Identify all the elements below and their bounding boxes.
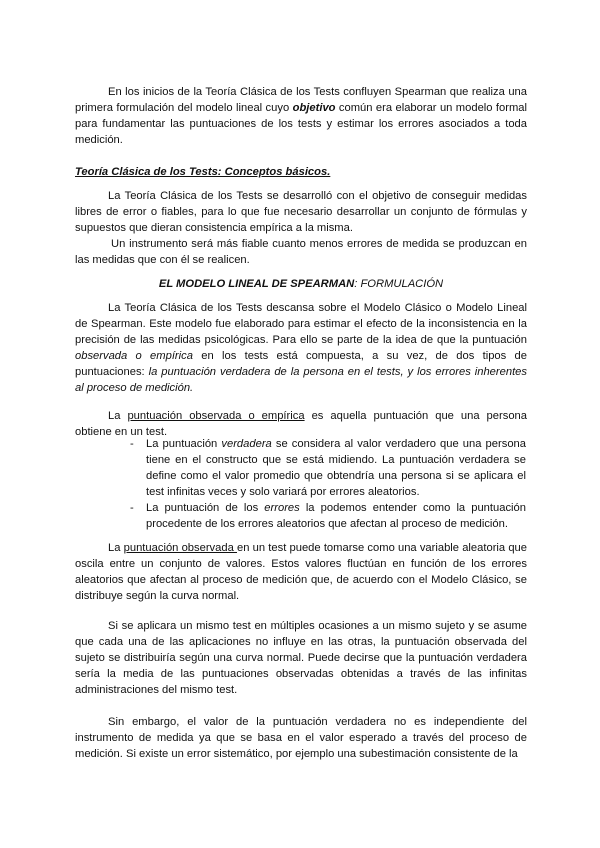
section-heading-conceptos: Teoría Clásica de los Tests: Conceptos básicos. bbox=[75, 166, 331, 178]
emphasis-verdadera: verdadera bbox=[221, 438, 272, 450]
section-heading-modelo-lineal bbox=[75, 276, 527, 292]
text-run: la podemos entender como la puntuación procedente de los errores aleatorios que afectan al proceso de medición. bbox=[146, 502, 526, 530]
underlined-term: puntuación observada bbox=[123, 542, 238, 554]
heading-italic-part: : FORMULACIÓN bbox=[354, 278, 444, 290]
text-run: en los tests está compuesta, a su vez, de dos tipos de puntuaciones: bbox=[75, 350, 527, 378]
list-item bbox=[130, 436, 526, 500]
definition-list bbox=[130, 436, 526, 532]
text-run: es aquella puntuación que una persona obtiene en un test. bbox=[75, 410, 527, 438]
dash-bullet: - bbox=[130, 438, 134, 450]
text-run: La Teoría Clásica de los Tests descansa sobre el Modelo Clásico o Modelo Lineal de Spearman. Este modelo fue elaborado para estimar el efecto de la inconsistencia en la precisión de las medidas psicológicas. Para ello se parte de la idea de que la puntuación bbox=[75, 302, 527, 346]
paragraph-instrumento-fiable: Un instrumento será más fiable cuanto menos errores de medida se produzcan en las medidas que con él se realicen. bbox=[75, 238, 527, 266]
list-item bbox=[130, 500, 526, 532]
heading-bold-part: EL MODELO LINEAL DE SPEARMAN bbox=[158, 278, 355, 290]
text-run: común era elaborar un modelo formal para fundamentar las puntuaciones de los tests y estimar los errores asociados a toda medición. bbox=[75, 102, 527, 146]
dash-bullet: - bbox=[130, 502, 134, 514]
paragraph-curva-normal: Si se aplicara un mismo test en múltiples ocasiones a un mismo sujeto y se asume que cada una de las aplicaciones no influye en las otras, la puntuación observada del sujeto se distribuiría según una curva normal. Puede decirse que la puntuación verdadera sería la media de las puntuaciones observadas obtenidas a través de las infinitas administraciones del mismo test. bbox=[75, 620, 527, 696]
intro-paragraph bbox=[75, 84, 527, 148]
underlined-term: puntuación observada o empírica bbox=[127, 410, 305, 422]
paragraph-variable-aleatoria bbox=[75, 540, 527, 604]
paragraph-modelo-clasico bbox=[75, 300, 527, 396]
text-run: se considera al valor verdadero que una persona tiene en el constructo que se está midiendo. La puntuación verdadera se define como el valor promedio que obtendría una persona si se aplicara el test infinitas veces y solo variará por errores aleatorios. bbox=[146, 438, 526, 498]
text-run: La puntuación de los bbox=[146, 502, 265, 514]
emphasis-errores: errores bbox=[264, 502, 300, 514]
text-run: En los inicios de la Teoría Clásica de los Tests confluyen Spearman que realiza una primera formulación del modelo lineal cuyo bbox=[75, 86, 527, 114]
text-run: La bbox=[108, 410, 128, 422]
text-run: La puntuación bbox=[146, 438, 222, 450]
text-run: La bbox=[108, 542, 124, 554]
emphasis-puntuacion-verdadera: la puntuación verdadera de la persona en el tests, y los errores inherentes al proceso de medición. bbox=[75, 366, 527, 394]
emphasis-observada: observada o empírica bbox=[75, 350, 193, 362]
emphasis-objetivo: objetivo bbox=[292, 102, 336, 114]
paragraph-error-sistematico: Sin embargo, el valor de la puntuación verdadera no es independiente del instrumento de medida ya que se basa en el valor esperado a través del proceso de medición. Si existe un error sistemático, por ejemplo una subestimación consistente de la bbox=[75, 716, 527, 760]
paragraph-teoria-clasica: La Teoría Clásica de los Tests se desarrolló con el objetivo de conseguir medidas libres de error o fiables, para lo que fue necesario desarrollar un conjunto de fórmulas y supuestos que dieran consistencia empírica a la misma. bbox=[75, 190, 527, 234]
text-run: en un test puede tomarse como una variable aleatoria que oscila entre un conjunto de valores. Estos valores fluctúan en función de los errores aleatorios que afectan al proceso de medición que, de acuerdo con el Modelo Clásico, se distribuye según la curva normal. bbox=[75, 542, 527, 602]
